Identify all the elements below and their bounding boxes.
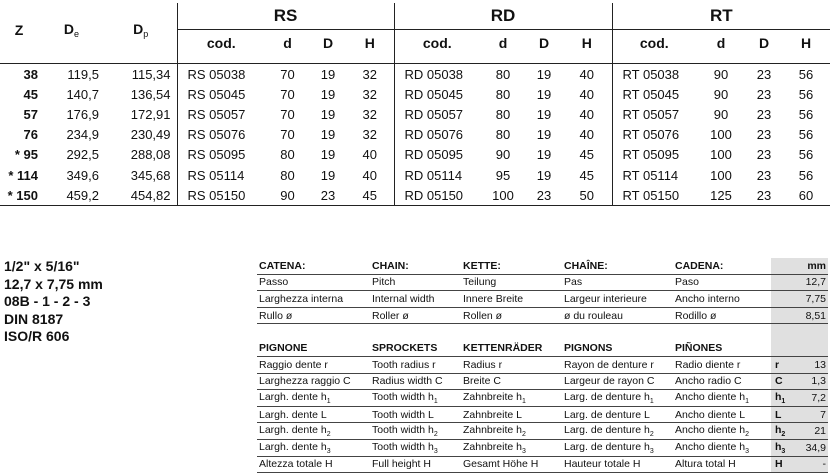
- spec-cell: Larg. de denture $h_2$: [562, 423, 673, 440]
- chain-spec-row: [257, 307, 828, 324]
- cell-rd-h: 40: [579, 127, 594, 143]
- chain-spec-row: [257, 274, 828, 291]
- cell-rt-bigd: 23: [756, 147, 772, 163]
- cell-rs-bigd: 19: [320, 106, 336, 122]
- spec-cell: 7: [796, 406, 828, 423]
- spec-cell: Tooth width $h_2$: [370, 423, 461, 440]
- spec-cell: Rodillo ø: [673, 307, 771, 324]
- spec-cell: Ancho diente L: [673, 406, 771, 423]
- rs-bigd-header: D: [322, 35, 334, 51]
- cell-de: 176,9: [66, 106, 99, 122]
- cell-rd-d: 100: [480, 185, 526, 206]
- spec-cell: CADENA:: [673, 258, 771, 274]
- spec-cell: Roller ø: [370, 307, 461, 324]
- spec-cell: Larg. de denture $h_3$: [562, 439, 673, 456]
- cell-z: 57: [23, 106, 38, 122]
- cell-rs-d: 70: [280, 106, 295, 122]
- rd-bigd-header: D: [538, 35, 550, 51]
- cell-rs-d: 80: [280, 147, 295, 163]
- spec-cell: Rollen ø: [461, 307, 562, 324]
- spec-cell: KETTE:: [461, 258, 562, 274]
- chain-size-inch: 1/2" x 5/16": [4, 258, 80, 274]
- spec-cell: Teilung: [461, 274, 562, 291]
- table-row: [0, 125, 830, 145]
- cell-rs-bigd: 19: [320, 147, 336, 163]
- cell-dp: 115,34: [131, 66, 171, 82]
- spec-cell: Largh. dente $h_1$: [257, 390, 370, 407]
- group-rs-header: RS: [177, 3, 394, 30]
- cell-rt-cod: RT 05150: [612, 185, 696, 206]
- spec-cell: 8,51: [796, 307, 828, 324]
- spec-cell: Rayon de denture r: [562, 356, 673, 373]
- rs-d-header: d: [283, 35, 292, 51]
- cell-rs-h: 32: [362, 66, 377, 82]
- cell-rs-bigd: 19: [320, 86, 336, 102]
- spec-cell: $h_2$: [771, 423, 796, 440]
- iso-standard: ISO/R 606: [4, 328, 70, 344]
- spec-cell: Innere Breite: [461, 291, 562, 308]
- cell-rt-bigd: 23: [746, 185, 782, 206]
- spec-cell: Ancho radio C: [673, 373, 771, 390]
- table-row: [0, 84, 830, 104]
- table-row: [0, 64, 830, 85]
- spec-cell: $h_1$: [771, 390, 796, 407]
- spec-cell: Ancho diente $h_3$: [673, 439, 771, 456]
- spec-cell: Larghezza raggio C: [257, 373, 370, 390]
- cell-rd-d: 95: [495, 167, 511, 183]
- cell-rd-d: 80: [495, 127, 511, 143]
- spec-cell: [771, 258, 796, 274]
- rs-cod-header: cod.: [177, 30, 265, 57]
- col-de-header: $D_e$: [63, 20, 80, 39]
- rt-bigd-header: D: [758, 35, 770, 51]
- spec-cell: [771, 307, 796, 324]
- spec-cell: 34,9: [796, 439, 828, 456]
- chain-spec-summary: [4, 258, 103, 346]
- cell-rs-d: 70: [280, 66, 295, 82]
- spec-cell: [771, 340, 796, 356]
- spec-cell: Zahnbreite $h_3$: [461, 439, 562, 456]
- cell-rt-bigd: 23: [756, 86, 772, 102]
- cell-rt-cod: RT 05045: [612, 84, 696, 104]
- cell-z: 38: [23, 66, 38, 82]
- cell-rt-h: 56: [798, 167, 814, 183]
- chain-spec-row: [257, 291, 828, 308]
- cell-rd-cod: RD 05038: [394, 64, 480, 85]
- spec-cell: CHAÎNE:: [562, 258, 673, 274]
- cell-rt-d: 100: [710, 147, 732, 163]
- cell-dp: 454,82: [105, 185, 177, 206]
- cell-de: 349,6: [66, 167, 99, 183]
- cell-rt-bigd: 23: [756, 66, 772, 82]
- cell-rt-h: 56: [798, 106, 814, 122]
- cell-rs-d: 70: [280, 86, 295, 102]
- cell-de: 292,5: [66, 147, 99, 163]
- spec-cell: Tooth width $h_1$: [370, 390, 461, 407]
- cell-rs-bigd: 19: [320, 167, 336, 183]
- cell-rt-d: 90: [713, 106, 729, 122]
- spec-cell: CHAIN:: [370, 258, 461, 274]
- spec-cell: Largh. dente $h_2$: [257, 423, 370, 440]
- rt-d-header: d: [716, 35, 726, 51]
- spec-cell: Largh. dente L: [257, 406, 370, 423]
- cell-rt-h: 56: [798, 147, 814, 163]
- sprocket-spec-row: [257, 406, 828, 423]
- cell-rs-d: 80: [280, 167, 295, 183]
- cell-rd-d: 80: [495, 66, 511, 82]
- spec-cell: Altura total H: [673, 456, 771, 473]
- cell-z: 76: [23, 127, 38, 143]
- cell-rs-cod: RS 05114: [177, 165, 265, 185]
- cell-rs-h: 45: [346, 185, 394, 206]
- spec-cell: Altezza totale H: [257, 456, 370, 473]
- cell-rd-d: 80: [495, 106, 511, 122]
- cell-rd-bigd: 19: [536, 86, 552, 102]
- cell-rt-h: 56: [798, 127, 814, 143]
- spec-cell: Pitch: [370, 274, 461, 291]
- cell-rt-cod: RT 05095: [612, 145, 696, 165]
- spec-cell: Passo: [257, 274, 370, 291]
- cell-rd-h: 45: [579, 167, 594, 183]
- cell-z: 45: [23, 86, 38, 102]
- cell-rd-bigd: 23: [526, 185, 562, 206]
- cell-rt-d: 100: [710, 127, 732, 143]
- spec-cell: r: [771, 356, 796, 373]
- spec-cell: PIGNONE: [257, 340, 370, 356]
- spec-cell: Zahnbreite L: [461, 406, 562, 423]
- cell-rd-d: 80: [495, 86, 511, 102]
- cell-rt-cod: RT 05057: [612, 104, 696, 124]
- cell-rs-cod: RS 05045: [177, 84, 265, 104]
- spec-cell: Zahnbreite $h_2$: [461, 423, 562, 440]
- spec-cell: H: [771, 456, 796, 473]
- spec-cell: 7,2: [796, 390, 828, 407]
- spec-cell: [796, 340, 828, 356]
- sprocket-spec-row: [257, 456, 828, 473]
- rt-h-header: H: [800, 35, 812, 51]
- spec-cell: [771, 274, 796, 291]
- table-row: [0, 104, 830, 124]
- cell-rd-bigd: 19: [536, 147, 552, 163]
- spec-cell: Radius r: [461, 356, 562, 373]
- col-dp-header: $D_p$: [133, 20, 149, 39]
- cell-rs-cod: RS 05095: [177, 145, 265, 165]
- cell-rt-d: 90: [713, 66, 729, 82]
- spec-cell: Largeur interieure: [562, 291, 673, 308]
- cell-rd-bigd: 19: [536, 167, 552, 183]
- cell-dp: 136,54: [130, 86, 171, 102]
- spec-cell: 12,7: [796, 274, 828, 291]
- spec-cell: CATENA:: [257, 258, 370, 274]
- cell-rt-bigd: 23: [756, 127, 772, 143]
- spec-cell: ø du rouleau: [562, 307, 673, 324]
- spec-cell: KETTENRÄDER: [461, 340, 562, 356]
- cell-rd-cod: RD 05057: [394, 104, 480, 124]
- cell-de: 119,5: [67, 66, 99, 82]
- cell-rt-cod: RT 05114: [612, 165, 696, 185]
- spec-cell: SPROCKETS: [370, 340, 461, 356]
- col-z-header: Z: [14, 21, 24, 38]
- rd-cod-header: cod.: [394, 30, 480, 57]
- spec-cell: [771, 291, 796, 308]
- rd-d-header: d: [498, 35, 508, 51]
- spec-cell: Tooth width $h_3$: [370, 439, 461, 456]
- sprocket-dimensions-table: [0, 3, 830, 206]
- spec-cell: $h_3$: [771, 439, 796, 456]
- cell-rd-h: 40: [579, 106, 594, 122]
- cell-rt-h: 56: [798, 66, 814, 82]
- cell-rd-bigd: 19: [536, 127, 552, 143]
- cell-rt-bigd: 23: [756, 167, 772, 183]
- spec-cell: Larg. de denture $h_1$: [562, 390, 673, 407]
- cell-rt-d: 90: [713, 86, 729, 102]
- spec-cell: 21: [796, 423, 828, 440]
- rd-h-header: H: [581, 35, 592, 51]
- spec-cell: Larghezza interna: [257, 291, 370, 308]
- cell-rs-d: 70: [280, 127, 295, 143]
- cell-de: 459,2: [38, 185, 105, 206]
- spec-cell: Largh. dente $h_3$: [257, 439, 370, 456]
- spec-cell: 7,75: [796, 291, 828, 308]
- sprocket-spec-row: [257, 390, 828, 407]
- spec-cell: L: [771, 406, 796, 423]
- sprocket-spec-row: [257, 373, 828, 390]
- cell-rs-h: 32: [362, 127, 377, 143]
- spec-cell: mm: [796, 258, 828, 274]
- cell-rt-cod: RT 05076: [612, 125, 696, 145]
- spec-cell: Pas: [562, 274, 673, 291]
- cell-rd-cod: RD 05076: [394, 125, 480, 145]
- cell-rt-bigd: 23: [756, 106, 772, 122]
- cell-rd-h: 45: [579, 147, 594, 163]
- table-row: [0, 165, 830, 185]
- cell-dp: 230,49: [130, 127, 171, 143]
- table-row: [0, 185, 830, 206]
- spacer-row: [257, 324, 828, 341]
- spec-cell: Largeur de rayon C: [562, 373, 673, 390]
- cell-rs-cod: RS 05057: [177, 104, 265, 124]
- cell-rs-cod: RS 05076: [177, 125, 265, 145]
- spec-cell: Tooth radius r: [370, 356, 461, 373]
- cell-rd-cod: RD 05150: [394, 185, 480, 206]
- cell-rs-bigd: 19: [320, 66, 336, 82]
- spec-cell: Radio diente r: [673, 356, 771, 373]
- cell-rd-bigd: 19: [536, 66, 552, 82]
- chain-size-mm: 12,7 x 7,75 mm: [4, 275, 103, 292]
- cell-rd-h: 50: [562, 185, 612, 206]
- cell-rd-bigd: 19: [536, 106, 552, 122]
- spec-cell: Ancho diente $h_1$: [673, 390, 771, 407]
- spec-cell: 13: [796, 356, 828, 373]
- cell-rd-h: 40: [579, 66, 594, 82]
- cell-rt-d: 100: [710, 167, 732, 183]
- cell-de: 234,9: [66, 127, 99, 143]
- group-rd-header: RD: [394, 3, 612, 30]
- din-standard: DIN 8187: [4, 310, 64, 327]
- spec-cell: Tooth width L: [370, 406, 461, 423]
- spec-cell: -: [796, 456, 828, 473]
- spec-cell: Gesamt Höhe H: [461, 456, 562, 473]
- cell-rd-cod: RD 05114: [394, 165, 480, 185]
- group-rt-header: RT: [612, 3, 830, 30]
- cell-rs-cod: RS 05150: [177, 185, 265, 206]
- chain-iso-code: 08B - 1 - 2 - 3: [4, 293, 91, 309]
- cell-dp: 345,68: [130, 167, 171, 183]
- spec-cell: Ancho diente $h_2$: [673, 423, 771, 440]
- cell-dp: 172,91: [130, 106, 171, 122]
- cell-z: * 150: [0, 185, 38, 206]
- spec-cell: Rullo ø: [257, 307, 370, 324]
- sprocket-spec-row: [257, 439, 828, 456]
- table-row: [0, 145, 830, 165]
- spec-cell: Internal width: [370, 291, 461, 308]
- spec-cell: 1,3: [796, 373, 828, 390]
- cell-rt-cod: RT 05038: [612, 64, 696, 85]
- spec-cell: Radius width C: [370, 373, 461, 390]
- rt-cod-header: cod.: [612, 30, 696, 57]
- spec-cell: C: [771, 373, 796, 390]
- cell-dp: 288,08: [130, 147, 171, 163]
- spec-cell: Hauteur totale H: [562, 456, 673, 473]
- sprocket-spec-row: [257, 423, 828, 440]
- cell-rt-d: 125: [696, 185, 746, 206]
- cell-rs-bigd: 19: [320, 127, 336, 143]
- spec-cell: PIGNONS: [562, 340, 673, 356]
- cell-rs-h: 32: [362, 106, 377, 122]
- cell-rd-d: 90: [495, 147, 511, 163]
- spec-cell: Breite C: [461, 373, 562, 390]
- rs-h-header: H: [364, 35, 375, 51]
- chain-header-row: [257, 258, 828, 274]
- cell-z: * 95: [14, 147, 38, 163]
- cell-rs-h: 40: [362, 167, 377, 183]
- cell-rd-h: 40: [579, 86, 594, 102]
- spec-cell: Paso: [673, 274, 771, 291]
- cell-z: * 114: [8, 167, 38, 183]
- cell-rs-h: 40: [362, 147, 377, 163]
- cell-de: 140,7: [66, 86, 99, 102]
- sprocket-spec-row: [257, 356, 828, 373]
- cell-rt-h: 60: [782, 185, 830, 206]
- spec-cell: Ancho interno: [673, 291, 771, 308]
- spec-cell: Raggio dente r: [257, 356, 370, 373]
- sprocket-header-row: [257, 340, 828, 356]
- cell-rs-cod: RS 05038: [177, 64, 265, 85]
- spec-cell: PIÑONES: [673, 340, 771, 356]
- cell-rt-h: 56: [798, 86, 814, 102]
- spec-cell: Larg. de denture L: [562, 406, 673, 423]
- spec-cell: Zahnbreite $h_1$: [461, 390, 562, 407]
- cell-rs-h: 32: [362, 86, 377, 102]
- cell-rd-cod: RD 05095: [394, 145, 480, 165]
- cell-rs-d: 90: [265, 185, 310, 206]
- chain-and-sprocket-spec-table: [257, 258, 828, 473]
- spec-cell: Full height H: [370, 456, 461, 473]
- cell-rs-bigd: 23: [310, 185, 346, 206]
- cell-rd-cod: RD 05045: [394, 84, 480, 104]
